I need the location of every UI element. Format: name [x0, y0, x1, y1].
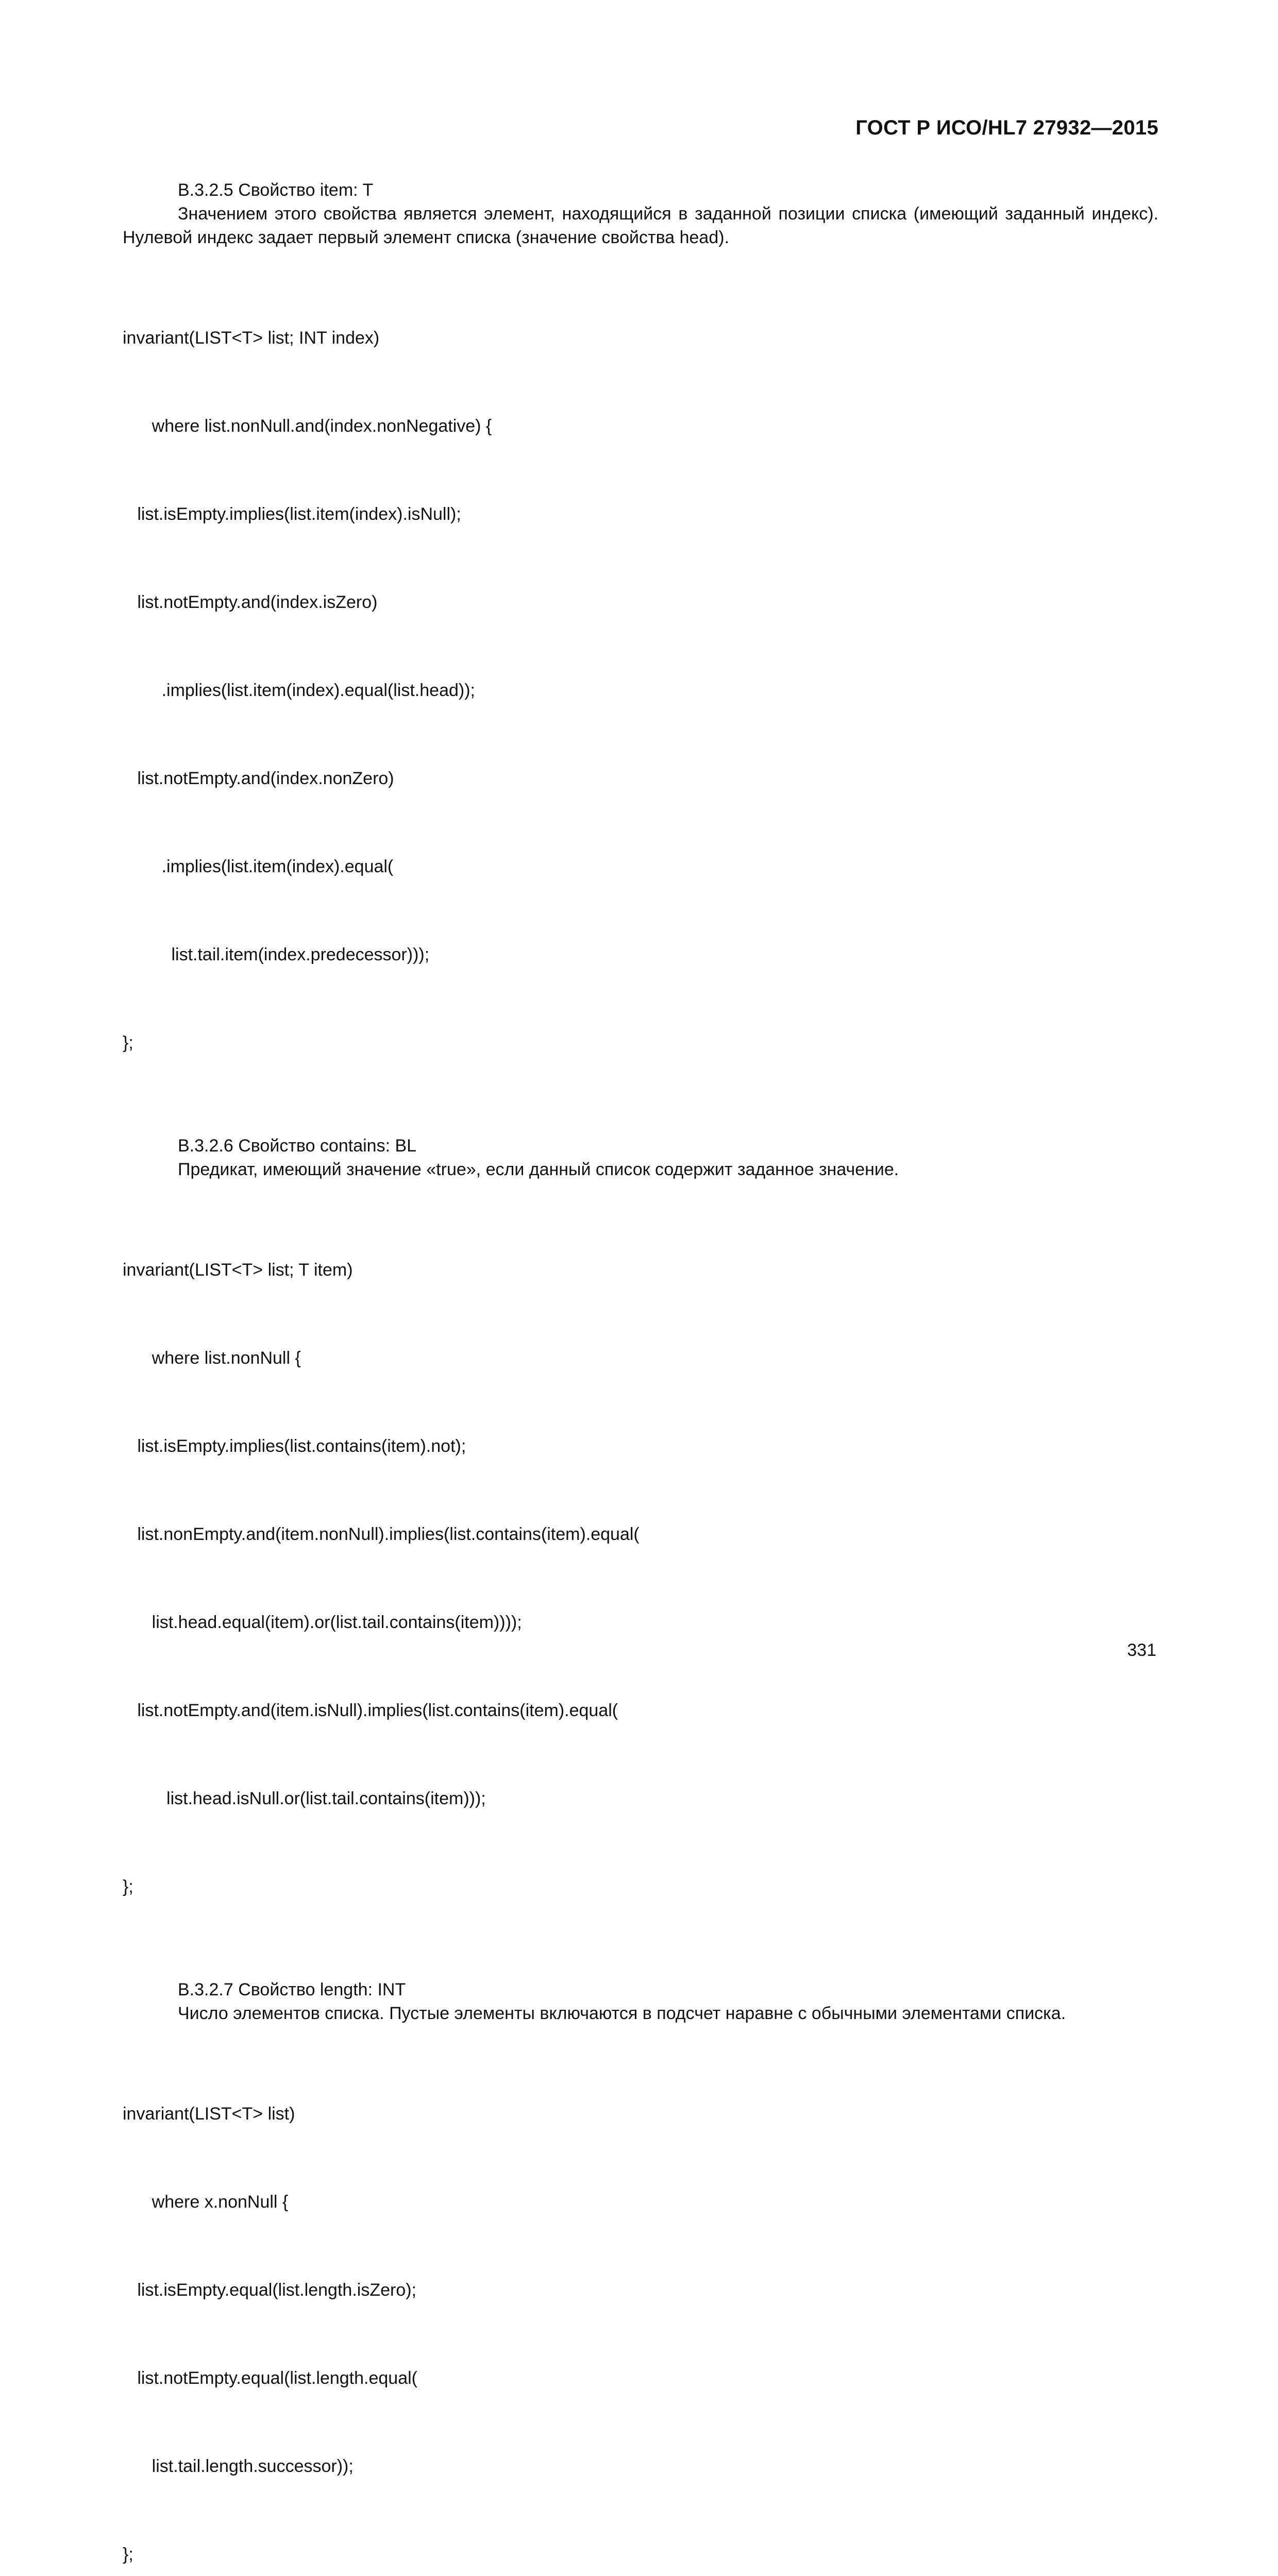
code-line: .implies(list.item(index).equal(	[123, 857, 394, 876]
code-line: list.head.equal(item).or(list.tail.contains(item))));	[123, 1613, 522, 1632]
document-header: ГОСТ Р ИСО/HL7 27932—2015	[855, 116, 1158, 139]
code-line: list.notEmpty.and(index.nonZero)	[123, 769, 394, 788]
code-line: list.notEmpty.and(index.isZero)	[123, 592, 378, 612]
section-item	[123, 1978, 1158, 2576]
section-item	[123, 178, 1158, 1116]
code-line: where x.nonNull {	[123, 2192, 289, 2212]
code-line: };	[123, 2545, 133, 2564]
code-line: };	[123, 1877, 133, 1896]
section-paragraph: Предикат, имеющий значение «true», если данный список содержит заданное значение.	[178, 1160, 899, 1179]
code-line: list.nonEmpty.and(item.nonNull).implies(list.contains(item).equal(	[123, 1524, 640, 1544]
code-line: invariant(LIST<T> list)	[123, 2104, 295, 2124]
code-line: list.notEmpty.and(item.isNull).implies(list.contains(item).equal(	[123, 1701, 618, 1720]
code-line: list.isEmpty.implies(list.contains(item).not);	[123, 1436, 466, 1456]
code-block	[123, 2041, 1158, 2576]
code-line: list.tail.item(index.predecessor)));	[123, 945, 430, 964]
code-line: list.head.isNull.or(list.tail.contains(item)));	[123, 1789, 486, 1808]
code-line: where list.nonNull {	[123, 1348, 301, 1368]
page-content	[123, 178, 1158, 2576]
code-block	[123, 1197, 1158, 1960]
code-line: list.isEmpty.equal(list.length.isZero);	[123, 2280, 416, 2300]
code-line: invariant(LIST<T> list; T item)	[123, 1260, 353, 1280]
code-line: };	[123, 1033, 133, 1053]
section-paragraph: Значением этого свойства является элемент, находящийся в заданной позиции списка (имеющий заданный индекс). Нулевой индекс задает первый элемент списка (значение свойства head).	[123, 204, 1158, 247]
code-line: where list.nonNull.and(index.nonNegative) {	[123, 416, 492, 436]
code-line: list.tail.length.successor));	[123, 2456, 354, 2476]
section-heading: В.3.2.6 Свойство contains: BL	[178, 1136, 417, 1156]
code-line: .implies(list.item(index).equal(list.head));	[123, 681, 475, 700]
code-line: list.isEmpty.implies(list.item(index).isNull);	[123, 504, 461, 524]
section-heading: В.3.2.5 Свойство item: T	[178, 180, 374, 200]
code-line: invariant(LIST<T> list; INT index)	[123, 328, 380, 348]
code-block	[123, 265, 1158, 1116]
page-number: 331	[1127, 1640, 1156, 1660]
section-heading: В.3.2.7 Свойство length: INT	[178, 1980, 406, 1999]
section-item	[123, 1134, 1158, 1960]
code-line: list.notEmpty.equal(list.length.equal(	[123, 2368, 417, 2388]
section-paragraph: Число элементов списка. Пустые элементы включаются в подсчет наравне с обычными элементами списка.	[178, 2004, 1066, 2023]
